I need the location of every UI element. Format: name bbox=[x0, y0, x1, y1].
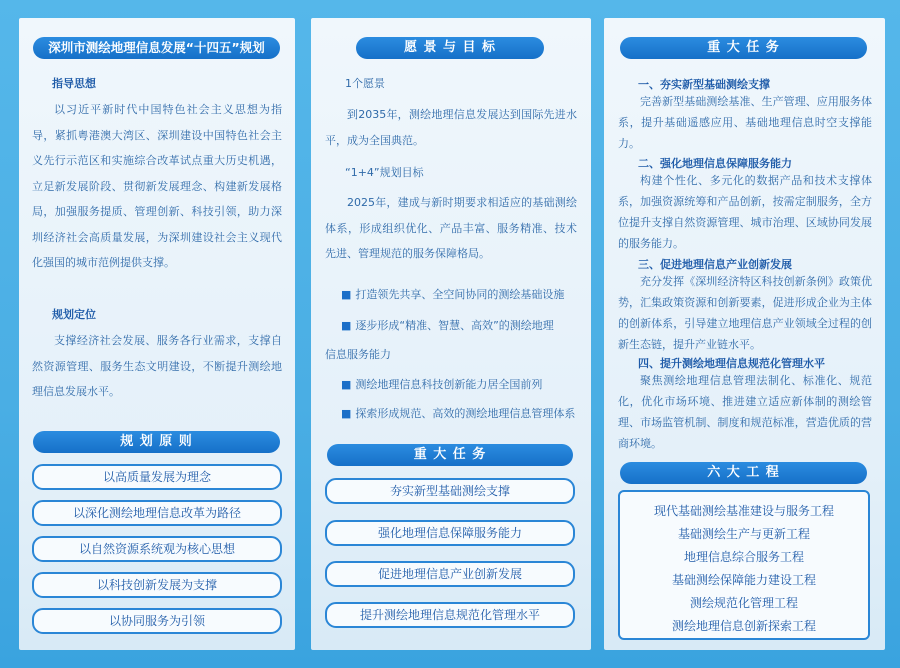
plan-title: 深圳市测绘地理信息发展“十四五”规划 bbox=[33, 37, 280, 59]
principle-5: 以协同服务为引领 bbox=[32, 608, 282, 634]
principle-4: 以科技创新发展为支撑 bbox=[32, 572, 282, 598]
task-section-4-heading: 四、提升测绘地理信息规范化管理水平 bbox=[638, 357, 825, 370]
square-bullet-icon: ■ bbox=[341, 319, 352, 332]
goal-text: 2025年，建成与新时期要求相适应的基础测绘体系，形成组织优化、产品丰富、服务精准、技术先进、管理规范的服务保障格局。 bbox=[325, 196, 577, 260]
guiding-text: 以习近平新时代中国特色社会主义思想为指导，紧抓粤港澳大湾区、深圳建设中国特色社会主义先行示范区和实施综合改革试点重大历史机遇，立足新发展阶段、贯彻新发展理念、构建新发展格局，加强服务提质、管理创新、科技引领，助力深圳经济社会高质量发展，为深圳建设社会主义现代化强国的城市范例提供支撑。 bbox=[32, 103, 282, 269]
position-heading: 规划定位 bbox=[52, 308, 96, 321]
principle-1: 以高质量发展为理念 bbox=[32, 464, 282, 490]
task-4: 提升测绘地理信息规范化管理水平 bbox=[325, 602, 575, 628]
project-1: 现代基础测绘基准建设与服务工程 bbox=[653, 504, 834, 518]
goal-bullet-3: ■ 测绘地理信息科技创新能力居全国前列 bbox=[341, 378, 543, 391]
square-bullet-icon: ■ bbox=[341, 378, 352, 391]
vision-title: 愿 景 与 目 标 bbox=[356, 37, 544, 59]
task-section-4-text: 聚焦测绘地理信息管理法制化、标准化、规范化，优化市场环境、推进建立适应新体制的测绘管理、市场监管机制、制度和规范标准，营造优质的营商环境。 bbox=[618, 374, 872, 450]
principle-3: 以自然资源系统观为核心思想 bbox=[32, 536, 282, 562]
task-section-2-heading: 二、强化地理信息保障服务能力 bbox=[638, 157, 792, 170]
panel-plan bbox=[19, 18, 295, 650]
task-section-3-heading: 三、促进地理信息产业创新发展 bbox=[638, 258, 792, 271]
task-section-2-text: 构建个性化、多元化的数据产品和技术支撑体系，加强资源统筹和产品创新，按需定制服务，全方位提升支撑自然资源管理、城市治理、区域协同发展的服务能力。 bbox=[618, 174, 872, 250]
panel-tasks bbox=[604, 18, 885, 650]
principle-2: 以深化测绘地理信息改革为路径 bbox=[32, 500, 282, 526]
task-section-1-heading: 一、夯实新型基础测绘支撑 bbox=[638, 78, 770, 91]
vision-heading: 1个愿景 bbox=[345, 77, 385, 90]
project-4: 基础测绘保障能力建设工程 bbox=[671, 573, 816, 587]
project-6: 测绘地理信息创新探索工程 bbox=[671, 619, 816, 633]
goal-bullet-2-cont: 信息服务能力 bbox=[325, 348, 391, 361]
project-3: 地理信息综合服务工程 bbox=[683, 550, 804, 564]
goal-heading: “1+4”规划目标 bbox=[345, 166, 424, 179]
task-2: 强化地理信息保障服务能力 bbox=[325, 520, 575, 546]
tasks-heading: 重 大 任 务 bbox=[327, 444, 573, 466]
goal-bullet-4: ■ 探索形成规范、高效的测绘地理信息管理体系 bbox=[341, 407, 576, 420]
task-section-3-text: 充分发挥《深圳经济特区科技创新条例》政策优势，汇集政策资源和创新要素，促进形成企业为主体的创新体系，引导建立地理信息产业领域全过程的创新生态链，提升产业链水平。 bbox=[618, 275, 872, 351]
project-5: 测绘规范化管理工程 bbox=[689, 596, 798, 610]
guiding-heading: 指导思想 bbox=[52, 77, 96, 90]
task-1: 夯实新型基础测绘支撑 bbox=[325, 478, 575, 504]
square-bullet-icon: ■ bbox=[341, 407, 352, 420]
goal-bullet-2: ■ 逐步形成“精准、智慧、高效”的测绘地理 bbox=[341, 319, 554, 332]
task-section-1-text: 完善新型基础测绘基准、生产管理、应用服务体系，提升基础遥感应用、基础地理信息时空支撑能力。 bbox=[618, 95, 872, 150]
goal-bullet-1: ■ 打造领先共享、全空间协同的测绘基础设施 bbox=[341, 288, 565, 301]
square-bullet-icon: ■ bbox=[341, 288, 352, 301]
position-text: 支撑经济社会发展、服务各行业需求，支撑自然资源管理、服务生态文明建设，不断提升测绘地理信息发展水平。 bbox=[32, 334, 282, 398]
vision-text: 到2035年，测绘地理信息发展达到国际先进水平，成为全国典范。 bbox=[325, 108, 577, 147]
major-tasks-title: 重 大 任 务 bbox=[620, 37, 867, 59]
projects-heading: 六 大 工 程 bbox=[620, 462, 867, 484]
task-3: 促进地理信息产业创新发展 bbox=[325, 561, 575, 587]
principles-heading: 规 划 原 则 bbox=[33, 431, 280, 453]
panel-vision bbox=[311, 18, 591, 650]
project-2: 基础测绘生产与更新工程 bbox=[677, 527, 810, 541]
projects-box bbox=[618, 490, 870, 640]
